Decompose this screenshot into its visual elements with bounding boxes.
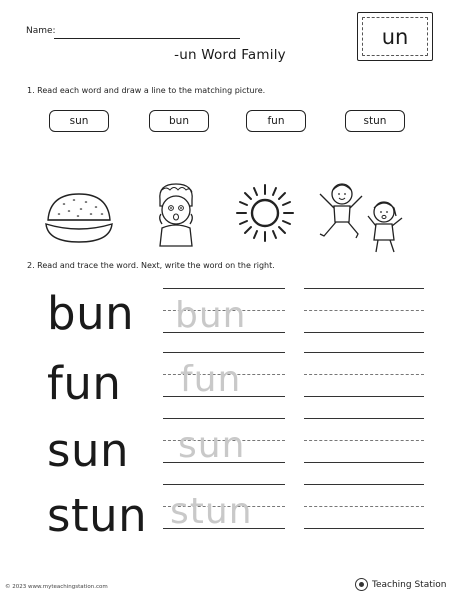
trace-top-line (163, 418, 285, 419)
write-base-line[interactable] (304, 462, 424, 463)
trace-word-sun[interactable]: sun (178, 425, 246, 466)
example-word-stun: stun (47, 489, 148, 542)
write-top-line[interactable] (304, 352, 424, 353)
write-base-line[interactable] (304, 396, 424, 397)
write-mid-line[interactable] (304, 440, 424, 441)
write-mid-line[interactable] (304, 506, 424, 507)
name-label: Name: (26, 26, 56, 36)
trace-top-line (163, 484, 285, 485)
write-top-line[interactable] (304, 288, 424, 289)
write-mid-line[interactable] (304, 310, 424, 311)
trace-word-fun[interactable]: fun (180, 359, 242, 400)
hamburger-bun-icon[interactable] (44, 190, 114, 246)
write-mid-line[interactable] (304, 374, 424, 375)
trace-top-line (163, 352, 285, 353)
example-word-bun: bun (47, 287, 135, 340)
write-top-line[interactable] (304, 418, 424, 419)
instruction-step-1: 1. Read each word and draw a line to the matching picture. (27, 86, 266, 95)
page-title: -un Word Family (174, 47, 286, 63)
kids-jumping-fun-icon[interactable] (314, 178, 410, 258)
write-top-line[interactable] (304, 484, 424, 485)
example-word-sun: sun (47, 424, 129, 477)
sun-icon[interactable] (234, 182, 296, 244)
family-badge: un (362, 17, 428, 56)
brand-logo-group (355, 578, 446, 591)
word-box-sun[interactable]: sun (49, 110, 109, 132)
brand-name: Teaching Station (372, 579, 447, 590)
word-box-stun[interactable]: stun (345, 110, 405, 132)
word-box-fun[interactable]: fun (246, 110, 306, 132)
word-box-bun[interactable]: bun (149, 110, 209, 132)
name-write-line[interactable] (54, 38, 240, 39)
trace-word-stun[interactable]: stun (170, 491, 253, 532)
teaching-station-logo-icon (355, 578, 368, 591)
instruction-step-2: 2. Read and trace the word. Next, write the word on the right. (27, 261, 275, 270)
trace-top-line (163, 288, 285, 289)
write-base-line[interactable] (304, 528, 424, 529)
write-base-line[interactable] (304, 332, 424, 333)
trace-word-bun[interactable]: bun (175, 295, 247, 336)
stunned-child-icon[interactable] (152, 180, 200, 250)
example-word-fun: fun (47, 357, 122, 410)
copyright-text: © 2023 www.myteachingstation.com (5, 584, 108, 590)
